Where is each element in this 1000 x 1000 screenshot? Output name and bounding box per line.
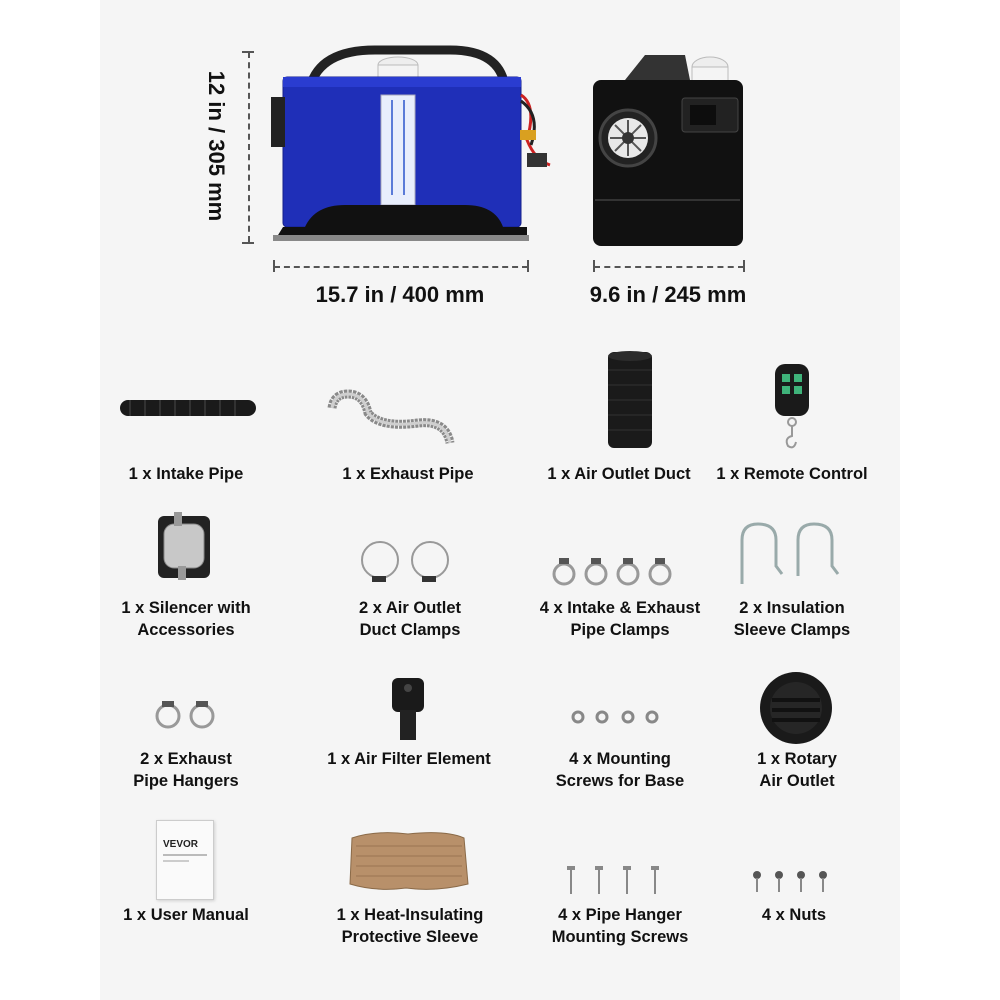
label-line-1: 4 x Nuts	[761, 906, 827, 924]
item-label-user-manual	[86, 904, 286, 926]
manual-brand-text: VEVOR	[163, 839, 199, 850]
heater-side-view	[590, 50, 750, 250]
label-line-1: 1 x Remote Control	[716, 465, 868, 483]
item-label-pipe-clamps	[520, 597, 720, 641]
height-tick-top	[242, 51, 254, 53]
label-line-2: Pipe Hangers	[133, 772, 239, 790]
item-label-mounting-screws-base	[520, 748, 720, 792]
item-label-air-filter-element	[309, 748, 509, 770]
item-label-insulation-sleeve-clamps	[692, 597, 892, 641]
label-line-1: 1 x Rotary	[757, 750, 837, 768]
remote-control-image	[772, 362, 812, 452]
front-width-tick-right	[527, 260, 529, 272]
item-label-intake-pipe	[86, 463, 286, 485]
rotary-air-outlet-image	[758, 670, 834, 746]
item-label-rotary-air-outlet	[697, 748, 897, 792]
label-line-1: 4 x Pipe Hanger	[558, 906, 682, 924]
manual-text-lines-2	[163, 860, 189, 862]
nuts-image	[750, 870, 832, 894]
duct-clamps-image	[358, 540, 452, 585]
item-label-silencer	[86, 597, 286, 641]
heater-front-view	[265, 45, 545, 250]
height-tick-bottom	[242, 242, 254, 244]
mounting-screws-base-image	[570, 710, 660, 724]
height-label: 12 in / 305 mm	[204, 70, 229, 222]
label-line-2: Protective Sleeve	[341, 928, 479, 946]
item-label-pipe-hanger-mounting-screws	[520, 904, 720, 948]
label-line-2: Screws for Base	[555, 772, 685, 790]
silencer-image	[154, 510, 214, 580]
side-width-tick-right	[743, 260, 745, 272]
item-label-heat-insulating-sleeve	[310, 904, 510, 948]
label-line-1: 1 x Heat-Insulating	[336, 906, 484, 924]
air-outlet-duct-image	[604, 350, 656, 450]
front-width-dimension-line	[274, 266, 528, 268]
label-line-2: Mounting Screws	[551, 928, 689, 946]
label-line-1: 1 x Silencer with	[121, 599, 251, 617]
label-line-1: 2 x Insulation	[739, 599, 845, 617]
height-dimension-line	[248, 52, 250, 242]
label-line-2: Air Outlet	[759, 772, 835, 790]
item-label-air-outlet-duct	[519, 463, 719, 485]
label-line-2: Pipe Clamps	[570, 621, 670, 639]
side-width-label: 9.6 in / 245 mm	[589, 282, 747, 307]
label-line-2: Sleeve Clamps	[733, 621, 851, 639]
item-label-exhaust-pipe	[308, 463, 508, 485]
exhaust-pipe-image	[328, 388, 456, 448]
label-line-1: 1 x Intake Pipe	[128, 465, 244, 483]
label-line-1: 2 x Air Outlet	[358, 599, 462, 617]
label-line-1: 4 x Intake & Exhaust	[539, 599, 701, 617]
item-label-remote-control	[692, 463, 892, 485]
label-line-1: 1 x Air Outlet Duct	[547, 465, 691, 483]
item-label-duct-clamps	[310, 597, 510, 641]
label-line-2: Accessories	[137, 621, 235, 639]
front-width-label: 15.7 in / 400 mm	[315, 282, 485, 307]
side-width-tick-left	[593, 260, 595, 272]
label-line-1: 1 x User Manual	[123, 906, 249, 924]
manual-text-lines	[163, 854, 207, 856]
label-line-1: 1 x Exhaust Pipe	[342, 465, 474, 483]
insulation-sleeve-clamps-image	[736, 520, 842, 586]
user-manual-image	[156, 820, 214, 900]
item-label-exhaust-pipe-hangers	[86, 748, 286, 792]
label-line-1: 4 x Mounting	[569, 750, 671, 768]
front-width-tick-left	[273, 260, 275, 272]
item-label-nuts	[694, 904, 894, 926]
air-filter-element-image	[388, 676, 428, 742]
intake-pipe-image	[120, 398, 256, 418]
exhaust-pipe-hangers-image	[152, 700, 218, 730]
label-line-1: 1 x Air Filter Element	[327, 750, 491, 768]
label-line-2: Duct Clamps	[359, 621, 461, 639]
label-line-1: 2 x Exhaust	[140, 750, 232, 768]
side-width-dimension-line	[594, 266, 744, 268]
pipe-hanger-mounting-screws-image	[562, 866, 664, 896]
pipe-clamps-image	[550, 556, 674, 588]
heat-insulating-sleeve-image	[346, 828, 470, 894]
